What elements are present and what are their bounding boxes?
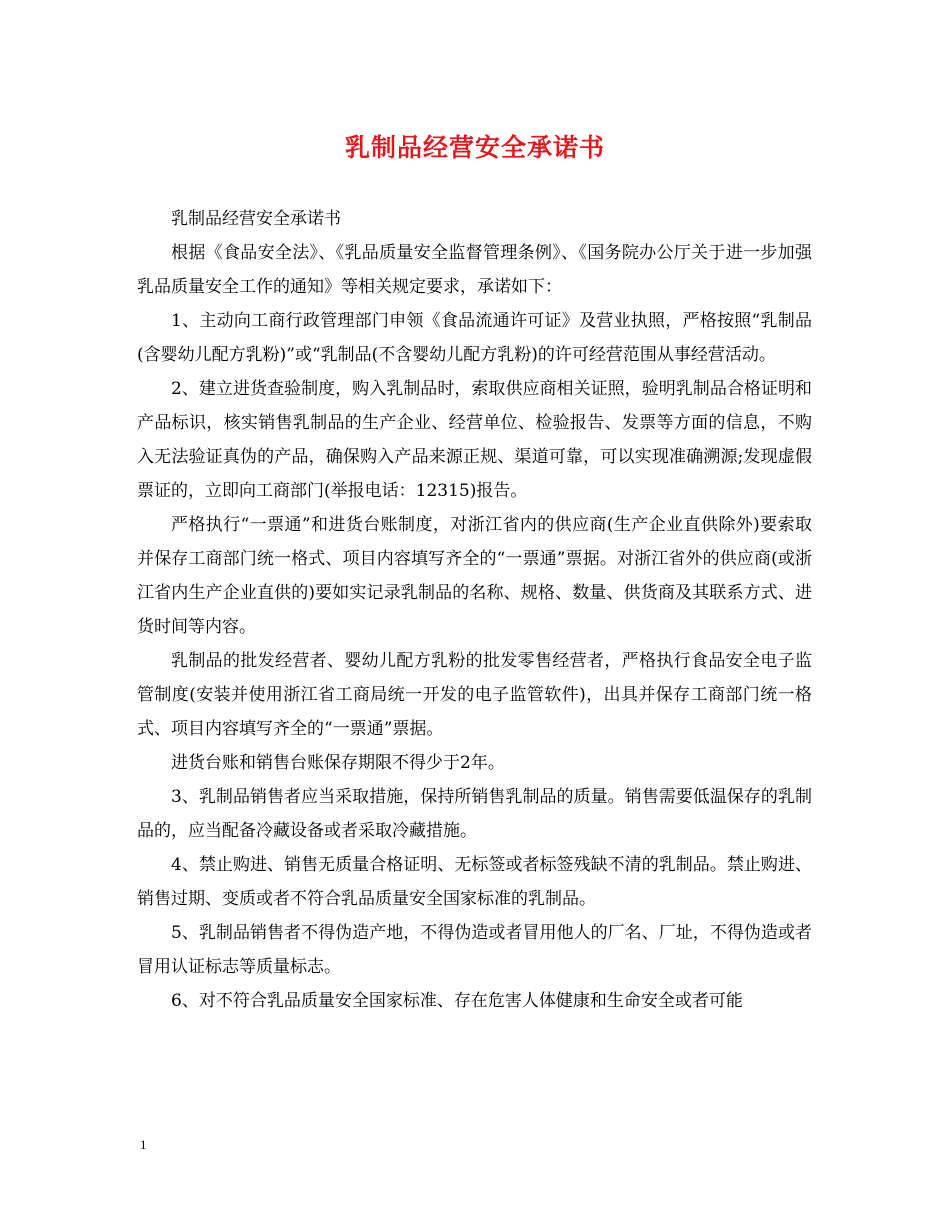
body-paragraph-item-2: 2、建立进货查验制度，购入乳制品时，索取供应商相关证照，验明乳制品合格证明和产品标识，核实销售乳制品的生产企业、经营单位、检验报告、发票等方面的信息，不购入无法验证真伪的产品，确保购入产品来源正规、渠道可靠，可以实现准确溯源;发现虚假票证的，立即向工商部门(举报电话：12315)报告。 [137,379,812,501]
body-paragraph-item-5: 5、乳制品销售者不得伪造产地，不得伪造或者冒用他人的厂名、厂址，不得伪造或者冒用认证标志等质量标志。 [137,923,812,977]
page-number: 1 [140,1137,147,1152]
body-paragraph-intro: 根据《食品安全法》、《乳品质量安全监督管理条例》、《国务院办公厅关于进一步加强乳品质量安全工作的通知》等相关规定要求，承诺如下： [137,243,812,297]
body-paragraph-item-6: 6、对不符合乳品质量安全国家标准、存在危害人体健康和生命安全或者可能 [171,991,743,1011]
body-paragraph-invoice-rule: 严格执行“一票通”和进货台账制度，对浙江省内的供应商(生产企业直供除外)要索取并保存工商部门统一格式、项目内容填写齐全的“一票通”票据。对浙江省外的供应商(或浙江省内生产企业直供的)要如实记录乳制品的名称、规格、数量、供货商及其联系方式、进货时间等内容。 [137,515,812,637]
body-paragraph-ledger-retention: 进货台账和销售台账保存期限不得少于2年。 [171,753,505,773]
document-body [137,202,812,1018]
document-title: 乳制品经营安全承诺书 [344,133,605,162]
body-paragraph-item-4: 4、禁止购进、销售无质量合格证明、无标签或者标签残缺不清的乳制品。禁止购进、销售过期、变质或者不符合乳品质量安全国家标准的乳制品。 [137,855,812,909]
body-paragraph-heading: 乳制品经营安全承诺书 [171,209,341,229]
body-paragraph-item-3: 3、乳制品销售者应当采取措施，保持所销售乳制品的质量。销售需要低温保存的乳制品的，应当配备冷藏设备或者采取冷藏措施。 [137,787,812,841]
body-paragraph-item-1: 1、主动向工商行政管理部门申领《食品流通许可证》及营业执照，严格按照“乳制品(含婴幼儿配方乳粉)”或“乳制品(不含婴幼儿配方乳粉)的许可经营范围从事经营活动。 [137,311,812,365]
body-paragraph-wholesale-rule: 乳制品的批发经营者、婴幼儿配方乳粉的批发零售经营者，严格执行食品安全电子监管制度(安装并使用浙江省工商局统一开发的电子监管软件)，出具并保存工商部门统一格式、项目内容填写齐全的“一票通”票据。 [137,651,812,739]
